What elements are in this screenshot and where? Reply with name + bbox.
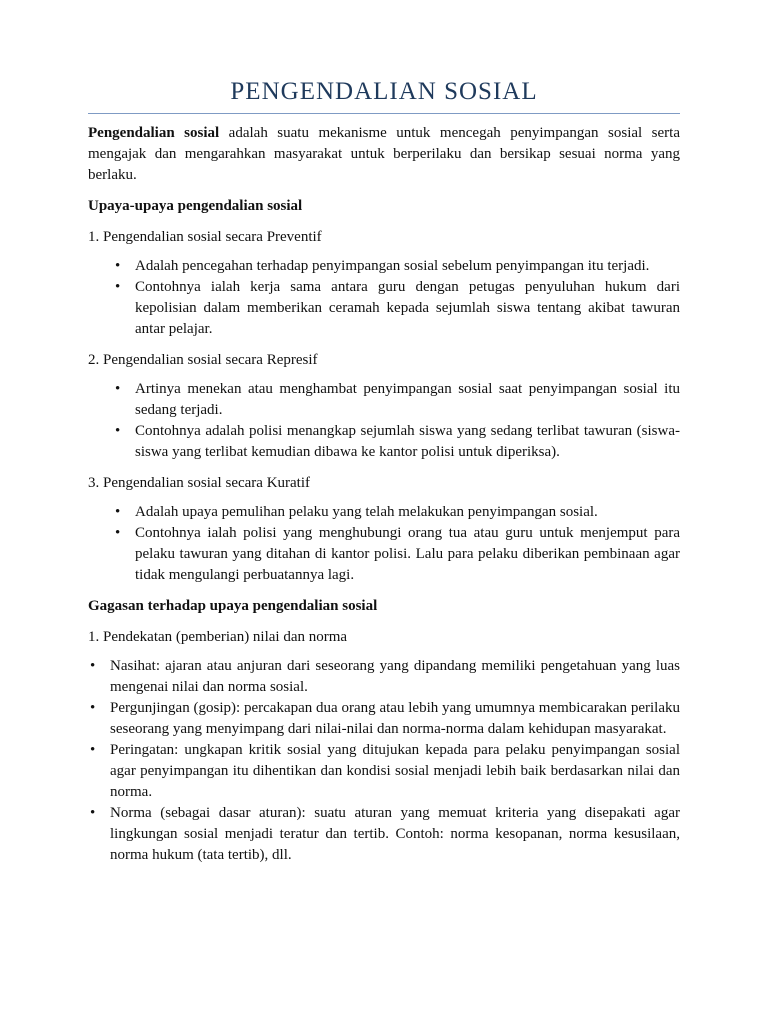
- bullet-icon: •: [90, 700, 96, 716]
- list-item: • Artinya menekan atau menghambat penyimpangan sosial saat penyimpangan sosial itu sedang terjadi.: [115, 381, 680, 418]
- list-item: • Norma (sebagai dasar aturan): suatu aturan yang memuat kriteria yang disepakati agar lingkungan sosial menjadi teratur dan tertib. Contoh: norma kesopanan, norma kesusilaan, norma hukum (tata tertib), dll.: [90, 805, 680, 863]
- document-body: [88, 123, 680, 866]
- subsection-title-preventif: 1. Pengendalian sosial secara Preventif: [88, 229, 322, 245]
- bullet-list-pendekatan: [88, 656, 680, 866]
- title-underline: [88, 113, 680, 114]
- bullet-icon: •: [115, 423, 121, 439]
- page-title: PENGENDALIAN SOSIAL: [230, 78, 538, 105]
- bullet-icon: •: [115, 258, 121, 274]
- list-item: • Nasihat: ajaran atau anjuran dari seseorang yang dipandang memiliki pengetahuan yang luas mengenai nilai dan norma sosial.: [90, 658, 680, 695]
- subsection-title-pendekatan: 1. Pendekatan (pemberian) nilai dan norma: [88, 629, 348, 645]
- bullet-icon: •: [115, 525, 121, 541]
- bullet-icon: •: [115, 279, 121, 295]
- intro-paragraph: [88, 123, 680, 186]
- bullet-icon: •: [115, 504, 121, 520]
- list-item: • Peringatan: ungkapan kritik sosial yang ditujukan kepada para pelaku penyimpangan sosial agar penyimpangan itu dihentikan dan kondisi sosial menjadi lebih baik berdasarkan nilai dan norma.: [90, 742, 680, 800]
- bullet-list-kuratif: [88, 502, 680, 586]
- list-item: • Adalah upaya pemulihan pelaku yang telah melakukan penyimpangan sosial.: [113, 502, 680, 523]
- list-item: • Contohnya adalah polisi menangkap sejumlah siswa yang sedang terlibat tawuran (siswa-siswa yang terlibat kemudian dibawa ke kantor polisi untuk diperiksa).: [115, 423, 680, 460]
- bullet-icon: •: [90, 742, 96, 758]
- intro-term: Pengendalian sosial: [88, 125, 220, 141]
- bullet-list-represif: [88, 379, 680, 463]
- subsection-title-kuratif: 3. Pengendalian sosial secara Kuratif: [88, 475, 311, 491]
- intro-text: adalah suatu mekanisme untuk mencegah penyimpangan sosial serta mengajak dan mengarahkan masyarakat untuk berperilaku dan bersikap sesuai norma yang berlaku.: [88, 125, 680, 183]
- bullet-icon: •: [90, 658, 96, 674]
- section-heading-gagasan: Gagasan terhadap upaya pengendalian sosial: [88, 598, 378, 614]
- subsection-title-represif: 2. Pengendalian sosial secara Represif: [88, 352, 318, 368]
- section-heading-upaya: Upaya-upaya pengendalian sosial: [88, 198, 303, 214]
- list-item: • Contohnya ialah polisi yang menghubungi orang tua atau guru untuk menjemput para pelaku tawuran yang ditahan di kantor polisi. Lalu para pelaku diberikan pembinaan agar tidak mengulangi perbuatannya lagi.: [115, 525, 680, 583]
- list-item: • Contohnya ialah kerja sama antara guru dengan petugas penyuluhan hukum dari kepolisian dalam memberikan ceramah kepada sejumlah siswa tentang akibat tawuran antar pelajar.: [115, 279, 680, 337]
- bullet-icon: •: [90, 805, 96, 821]
- list-item: • Pergunjingan (gosip): percakapan dua orang atau lebih yang umumnya membicarakan perilaku seseorang yang menyimpang dari nilai-nilai dan norma-norma dalam kehidupan masyarakat.: [90, 700, 680, 737]
- list-item: • Adalah pencegahan terhadap penyimpangan sosial sebelum penyimpangan itu terjadi.: [113, 256, 680, 277]
- bullet-list-preventif: [88, 256, 680, 340]
- bullet-icon: •: [115, 381, 121, 397]
